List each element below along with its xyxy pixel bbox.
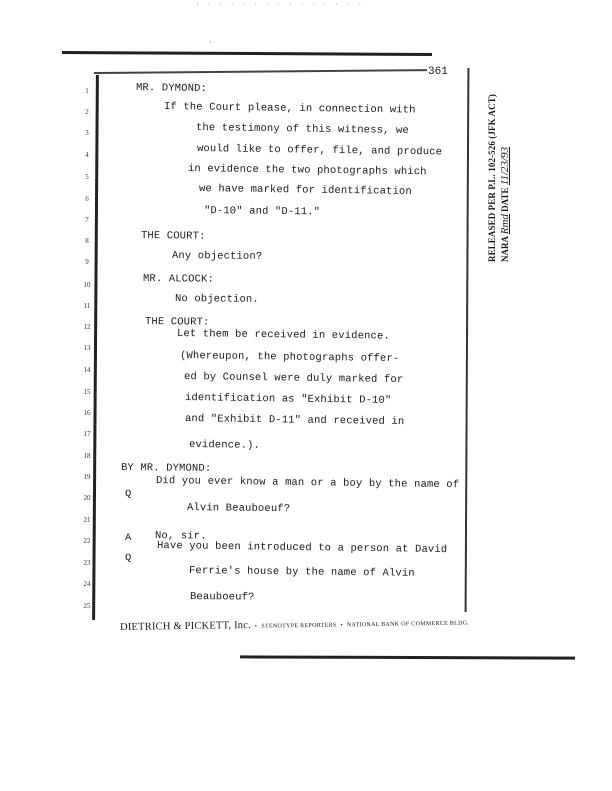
release-stamp-nara-line [499,94,511,262]
footer-separator: • [340,622,343,629]
line-number: 2 [85,108,89,116]
line-number: 3 [85,129,89,137]
examination-heading: BY MR. DYMOND: [120,462,212,475]
page-number: 361 [428,66,448,78]
faint-header-text: · · · · · · · · · · · · · · · [195,0,364,9]
line-number: 19 [83,473,91,481]
nara-label: NARA [500,236,510,262]
transcript-line: would like to offer, file, and produce [196,143,443,159]
line-number: 9 [85,258,89,266]
answer-text: No, sir. [154,530,207,543]
line-number: 1 [85,87,89,95]
line-number: 15 [83,388,91,396]
line-number: 8 [85,237,89,245]
question-text: Have you been introduced to a person at David [156,540,448,557]
transcript-line: ed by Counsel were duly marked for [183,371,404,387]
transcript-line: Ferrie's house by the name of Alvin [188,565,415,580]
reporter-footer [120,612,469,635]
line-number: 21 [83,516,91,524]
line-number: 17 [83,430,91,438]
smudge-mark: · [208,38,213,47]
line-number: 16 [83,409,91,417]
speaker-label: MR. DYMOND: [135,82,208,96]
line-number: 12 [83,323,91,331]
line-number: 25 [83,602,91,610]
line-number: 22 [83,537,91,545]
reporter-firm: DIETRICH & PICKETT, Inc. [119,619,251,633]
line-number: 6 [85,195,89,203]
speaker-label: THE COURT: [140,230,206,243]
date-label: DATE [500,187,510,212]
transcript-line: and "Exhibit D-11" and received in [184,413,405,429]
line-number: 4 [85,151,89,159]
reporter-service: STENOTYPE REPORTERS [261,622,337,630]
line-number: 13 [83,344,91,352]
question-text: Did you ever know a man or a boy by the name of [155,475,460,492]
question-marker: Q [125,552,132,564]
line-number: 11 [83,302,91,310]
transcript-line: the testimony of this witness, we [195,122,409,137]
speaker-label: THE COURT: [144,316,210,329]
transcript-line: "D-10" and "D-11." [203,205,321,219]
line-number: 10 [83,281,91,289]
release-stamp-line: RELEASED PER P.L. 102-526 (JFK ACT) [487,94,497,262]
question-marker: Q [125,488,132,500]
frame-top-border [94,69,427,74]
line-number: 5 [85,173,89,181]
line-number: 24 [83,580,91,588]
line-number: 23 [83,559,91,567]
release-date: 11/23/93 [499,146,511,186]
transcript-line: evidence.). [188,439,261,452]
transcript-line: identification as "Exhibit D-10" [184,392,392,407]
transcript-line: Let them be received in evidence. [176,328,390,343]
line-number: 14 [83,366,91,374]
line-number: 18 [83,452,91,460]
frame-right-border [465,68,470,612]
line-number: 20 [83,494,91,502]
transcript-line: If the Court please, in connection with [163,101,416,117]
transcript-line: No objection. [174,293,259,306]
answer-marker: A [125,532,132,544]
nara-signature: Rmd [499,214,511,235]
release-stamp [487,94,511,262]
speaker-label: MR. ALCOCK: [142,273,215,286]
transcript-line: Any objection? [171,250,263,263]
transcript-line: (Whereupon, the photographs offer- [179,350,400,366]
transcript-line: in evidence the two photographs which [187,163,427,179]
transcript-line: we have marked for identification [198,183,412,198]
line-number: 7 [85,216,89,224]
transcript-line: Alvin Beauboeuf? [186,502,291,516]
footer-separator: • [254,623,258,630]
transcript-line: Beauboeuf? [189,591,255,604]
reporter-address: NATIONAL BANK OF COMMERCE BLDG. [346,620,470,629]
